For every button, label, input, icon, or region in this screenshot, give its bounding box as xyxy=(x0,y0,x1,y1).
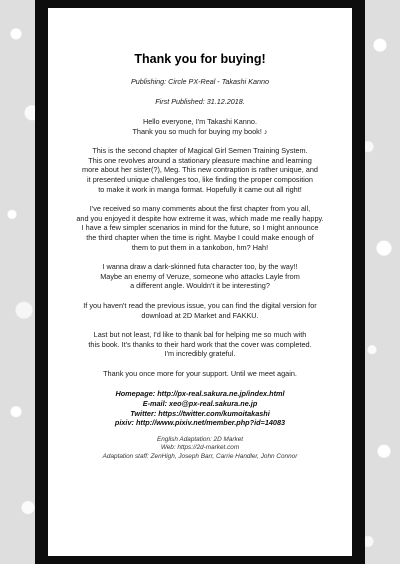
text-line: this book. It's thanks to their hard work that the cover was completed. xyxy=(88,339,312,349)
text-line: a different angle. Wouldn't it be interesting? xyxy=(130,281,270,291)
text-line: If you haven't read the previous issue, you can find the digital version for xyxy=(83,300,317,310)
text-line: This one revolves around a stationary pleasure machine and learning xyxy=(88,155,312,165)
text-line: Hello everyone, I'm Takashi Kanno. xyxy=(142,117,258,126)
text-line: I'm incredibly grateful. xyxy=(164,349,236,359)
text-line: I've received so many comments about the first chapter from you all, xyxy=(89,204,311,214)
text-line: I wanna draw a dark-skinned futa character too, by the way!! xyxy=(102,262,298,272)
text-line: more about her sister(?), Meg. This new contraption is rather unique, and xyxy=(82,165,318,175)
email-link[interactable]: E-mail: xeo@px-real.sakura.ne.jp xyxy=(142,399,258,409)
page-frame xyxy=(35,0,365,564)
publishing-line: Publishing: Circle PX-Real - Takashi Kanno xyxy=(131,77,269,86)
paragraph-closing xyxy=(54,369,346,379)
paragraph-greeting xyxy=(54,117,346,136)
paragraph-previous-issue xyxy=(54,301,346,320)
homepage-link[interactable]: Homepage: http://px-real.sakura.ne.jp/index.html xyxy=(115,389,285,399)
text-line: Thank you once more for your support. Until we meet again. xyxy=(103,368,297,378)
text-line: download at 2D Market and FAKKU. xyxy=(141,310,259,320)
text-line: Last but not least, I'd like to thank bal for helping me so much with xyxy=(93,330,307,340)
text-line: them to put them in a tankobon, hm? Hah! xyxy=(131,242,269,252)
paragraph-futa xyxy=(54,262,346,291)
text-line: Maybe an enemy of Veruze, someone who attacks Layle from xyxy=(100,271,300,281)
text-line: This is the second chapter of Magical Girl Semen Training System. xyxy=(92,146,308,156)
text-line: the third chapter when the time is right. Maybe I could make enough of xyxy=(86,232,314,242)
text-line: Thank you so much for buying my book! ♪ xyxy=(132,126,268,136)
text-line: it presented unique challenges too, like finding the proper composition xyxy=(87,174,313,184)
paragraph-comments xyxy=(54,204,346,252)
paragraph-thanks-bal xyxy=(54,330,346,359)
text-line: I have a few simpler scenarios in mind for the future, so I might announce xyxy=(81,223,319,233)
text-line: and you enjoyed it despite how extreme it was, which made me really happy. xyxy=(76,213,324,223)
web-credit: Web: https://2d-market.com xyxy=(160,444,240,452)
text-line: to make it work in manga format. Hopefully it came out all right! xyxy=(98,184,302,194)
contact-links xyxy=(54,389,346,427)
page-title: Thank you for buying! xyxy=(134,52,266,66)
adaptation-credit: English Adaptation: 2D Market xyxy=(156,435,244,443)
pixiv-link[interactable]: pixiv: http://www.pixiv.net/member.php?id=14083 xyxy=(114,418,286,428)
first-published-line: First Published: 31.12.2018. xyxy=(155,97,245,106)
twitter-link[interactable]: Twitter: https://twitter.com/kumoitakashi xyxy=(130,408,270,418)
paragraph-second-chapter xyxy=(54,146,346,194)
staff-credit: Adaptation staff: ZenHigh, Joseph Barr, Carrie Handler, John Connor xyxy=(102,453,298,461)
page-content xyxy=(48,8,352,556)
credits-block xyxy=(54,436,346,462)
